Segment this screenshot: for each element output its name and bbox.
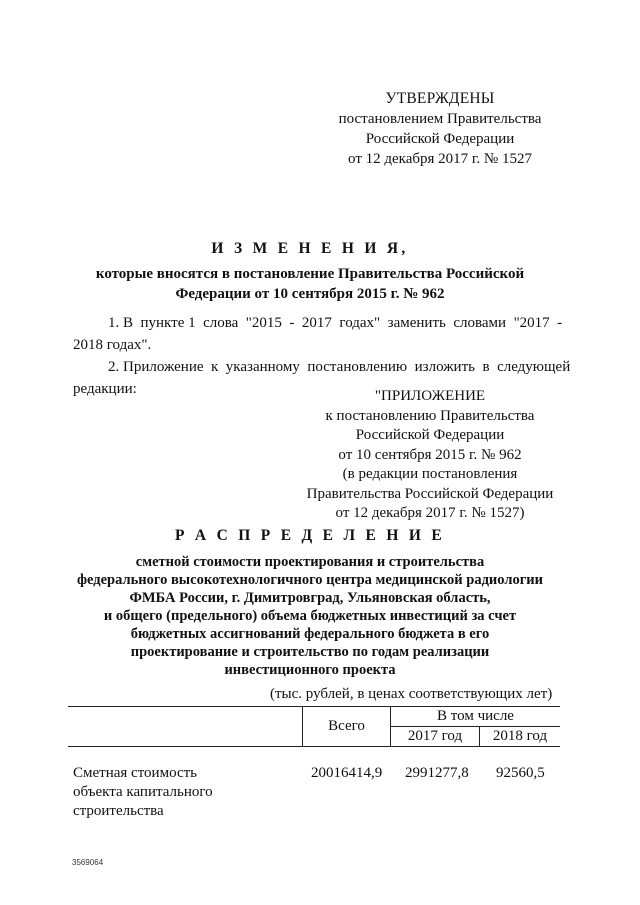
distribution-subtitle-line: ФМБА России, г. Димитровград, Ульяновская область, (129, 590, 491, 606)
approval-line: Российской Федерации (365, 131, 515, 147)
row-label-line: Сметная стоимость (73, 765, 198, 781)
appendix-line: от 10 сентября 2015 г. № 962 (338, 446, 522, 463)
paragraph-1-line-1: 1. В пункте 1 слова "2015 - 2017 годах" заменить словами "2017 - (108, 315, 563, 331)
changes-heading: И З М Е Н Е Н И Я, (211, 240, 409, 257)
header-year-2018: 2018 год (492, 728, 548, 744)
distribution-subtitle-line: федерального высокотехнологичного центра медицинской радиологии (76, 572, 544, 588)
table-header-bottom-border (68, 746, 560, 747)
header-total: Всего (328, 718, 365, 734)
units-note: (тыс. рублей, в ценах соответствующих лет) (270, 686, 553, 702)
appendix-line: Российской Федерации (355, 427, 505, 443)
row-2017-value: 2991277,8 (405, 765, 469, 781)
approval-line: от 12 декабря 2017 г. № 1527 (348, 151, 532, 167)
paragraph-1-line-2: 2018 годах". (73, 337, 152, 353)
approval-title: УТВЕРЖДЕНЫ (385, 90, 495, 107)
approval-line: постановлением Правительства (338, 111, 542, 127)
distribution-subtitle-line: и общего (предельного) объема бюджетных инвестиций за счет (103, 608, 517, 624)
distribution-subtitle-line: бюджетных ассигнований федерального бюджета в его (130, 626, 490, 642)
row-2018-value: 92560,5 (496, 765, 545, 781)
appendix-title: "ПРИЛОЖЕНИЕ (374, 388, 486, 404)
row-label-line: строительства (73, 803, 164, 819)
distribution-heading: Р А С П Р Е Д Е Л Е Н И Е (174, 527, 446, 544)
appendix-line: к постановлению Правительства (325, 407, 535, 424)
changes-subtitle-line: которые вносятся в постановление Правительства Российской (95, 266, 525, 282)
distribution-subtitle-line: инвестиционного проекта (224, 662, 396, 678)
header-year-2017: 2017 год (407, 728, 463, 744)
appendix-line: Правительства Российской Федерации (306, 485, 554, 502)
changes-subtitle-line: Федерации от 10 сентября 2015 г. № 962 (175, 286, 445, 302)
row-label-line: объекта капитального (73, 784, 213, 800)
appendix-line: от 12 декабря 2017 г. № 1527) (335, 505, 525, 521)
appendix-block (300, 387, 560, 524)
header-group: В том числе (437, 708, 514, 724)
row-total-value: 20016414,9 (311, 765, 383, 781)
paragraph-2-line-2: редакции: (73, 381, 137, 397)
paragraph-2-line-1: 2. Приложение к указанному постановлению изложить в следующей (108, 359, 571, 375)
document-serial-number: 3569064 (72, 858, 104, 867)
distribution-subtitle-line: проектирование и строительство по годам реализации (130, 644, 490, 660)
appendix-line: (в редакции постановления (342, 466, 518, 482)
distribution-subtitle-line: сметной стоимости проектирования и строительства (135, 554, 485, 570)
distribution-subtitle (60, 553, 560, 679)
approval-block (320, 89, 560, 169)
